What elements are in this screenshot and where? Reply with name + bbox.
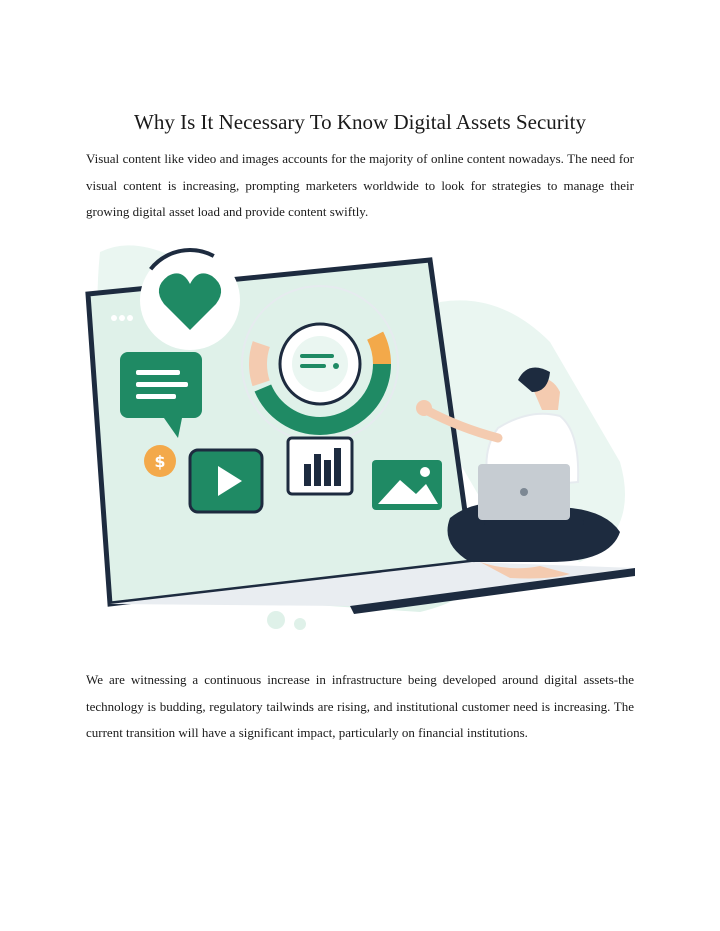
image-icon (372, 460, 442, 510)
digital-assets-illustration (80, 232, 640, 642)
coin-dollar-icon (144, 445, 176, 477)
page-title: Why Is It Necessary To Know Digital Assets Security (134, 110, 586, 134)
intro-paragraph: Visual content like video and images accounts for the majority of online content nowadays. The need for visual content is increasing, prompting marketers worldwide to look for strategies to manage their growing digital asset load and provide content swiftly. (86, 151, 634, 219)
decorative-dots (267, 611, 306, 630)
laptop-icon (478, 464, 584, 525)
svg-text:$: $ (154, 452, 166, 471)
body-paragraph: We are witnessing a continuous increase in infrastructure being developed around digital assets-the technology is budding, regulatory tailwinds are rising, and institutional customer need is increasing. The current transition will have a significant impact, particularly on financial institutions. (86, 672, 634, 740)
bar-chart-icon (288, 438, 352, 494)
play-icon (190, 450, 262, 512)
heart-icon (140, 250, 240, 350)
